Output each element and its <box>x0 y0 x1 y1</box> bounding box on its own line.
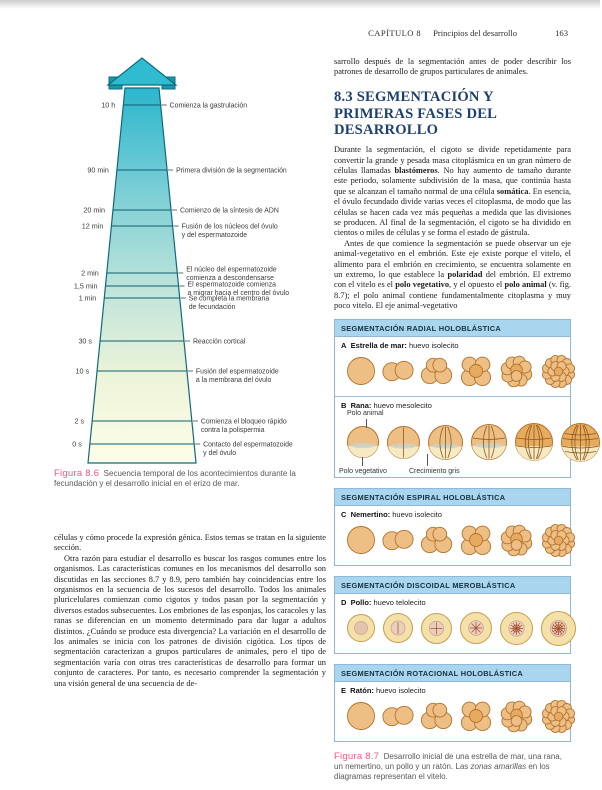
left-column <box>54 55 326 689</box>
section-heading: 8.3 SEGMENTACIÓN Y PRIMERAS FASES DEL DESARROLLO <box>334 88 497 139</box>
egg-E-stage-4-8cell <box>458 698 494 734</box>
page-top-shadow <box>0 0 600 9</box>
figure-8-7-caption <box>334 752 571 782</box>
egg-C-stage-2-2cell <box>381 523 415 557</box>
panel-row-A <box>335 337 570 396</box>
svg-text:20 min: 20 min <box>83 205 105 215</box>
egg-B-stage-1-1cell <box>345 424 381 460</box>
paragraph: Antes de que comience la segmentación se puede observar un eje animal-vegetativo en el embrión. Este eje existe porque el vitelo, el alimento para el embrión en crecimiento, se encuentra solamente en un extremo, lo que establece la polaridad del embrión. El extremo con el vitelo es el polo vegetativo, y el opuesto el polo animal (v. fig. 8.7); el polo animal contiene fundamentalmente citoplasma y muy poco vitelo. El eje animal-vegetativo <box>334 238 571 311</box>
egg-E-stage-2-2cell <box>381 699 415 733</box>
egg-C-stage-3-4cell <box>419 523 454 558</box>
egg-E-stage-6-32cell <box>539 697 578 736</box>
label-polo-animal: Polo animal <box>347 409 384 417</box>
svg-text:Comienza el bloqueo rápidocont: Comienza el bloqueo rápido contra la polispermia <box>200 418 287 434</box>
paragraph: Otra razón para estudiar el desarrollo es buscar los rasgos comunes entre los organismos. Las características comunes en los mecanismos del desarrollo son discutidas en las secciones 8.7 y 8.9, pero también hay coincidencias entre los organismos en la secuencia de los sucesos del desarrollo. Todos los animales pluricelulares comienzan como cigotos y todos pasan por la segmentación y diversos estados subsecuentes. Los embriones de las esponjas, los caracoles y las ranas se diferencian en un momento determinado para dar lugar a adultos distintos. ¿Cuándo se produce esta divergencia? La variación en el desarrollo de los animales se inicia con los patrones de división cigótica. Los tipos de segmentación caracterizan a grupos particulares de animales, pero el tipo de segmentación varía con otras tres características de desarrollo para formar un conjunto de caracteres. Por tanto, es necesario comprender la segmentación y una visión general de una secuencia de de- <box>54 553 326 688</box>
page-number: 163 <box>555 28 568 38</box>
paragraph: células y cómo procede la expresión génica. Estos temas se tratan en la siguiente sección. <box>54 533 326 553</box>
egg-B-stage-2-2cell <box>385 424 422 461</box>
egg-D-stage-3-4cell <box>419 611 454 646</box>
svg-text:10 s: 10 s <box>75 366 90 376</box>
egg-A-stage-3-4cell <box>419 354 454 389</box>
svg-text:0 s: 0 s <box>72 439 82 449</box>
svg-text:10 h: 10 h <box>101 100 116 110</box>
row-label: D Pollo: huevo telolecito <box>341 597 426 607</box>
right-continuation-text <box>334 57 571 78</box>
egg-D-stage-5-16cell <box>498 610 535 647</box>
panel-row-C <box>335 506 570 565</box>
figure87-panel-2 <box>334 488 571 566</box>
svg-text:Contacto del espermatozoidey d: Contacto del espermatozoide y del óvulo <box>203 441 293 457</box>
row-label: E Ratón: huevo isolecito <box>341 685 426 695</box>
svg-text:12 min: 12 min <box>81 221 104 231</box>
panel-title: SEGMENTACIÓN ROTACIONAL HOLOBLÁSTICA <box>335 665 570 682</box>
paragraph: sarrollo después de la segmentación antes de poder describir los patrones de desarrollo de grupos particulares de animales. <box>334 57 571 77</box>
egg-E-stage-1-1cell <box>345 700 377 732</box>
timeline-arrow-svg <box>54 55 326 467</box>
egg-A-stage-1-1cell <box>345 355 377 387</box>
svg-text:El espermatozoide comienzaa mi: El espermatozoide comienza a migrar hacia el centro del óvulo <box>187 281 290 297</box>
egg-A-stage-2-2cell <box>381 354 415 388</box>
figure-8-6-timeline <box>54 55 326 467</box>
panel-row-D <box>335 594 570 653</box>
panel-title: SEGMENTACIÓN ESPIRAL HOLOBLÁSTICA <box>335 489 570 506</box>
pointer-line-polo-animal <box>366 419 367 428</box>
label-polo-vegetativo: Polo vegetativo <box>339 467 387 475</box>
paragraph: Durante la segmentación, el cigoto se divide repetidamente para convertir la grande y pesada masa citoplásmica en un gran número de células llamadas blastómeros. No hay aumento de tamaño durante este periodo, solamente subdivisión de la masa, que continúa hasta que se alcanzan el tamaño normal de una célula somática. En esencia, el óvulo fecundado divide varias veces el citoplasma, de modo que las células se hacen cada vez más pequeñas a medida que las divisiones se producen. Al final de la segmentación, el cigoto se ha dividido en cientos o miles de células y se forma el estado de gástrula. <box>334 145 572 238</box>
svg-text:Reacción cortical: Reacción cortical <box>192 338 246 346</box>
egg-C-stage-5-16cell <box>498 522 535 559</box>
svg-text:El núcleo del espermatozoideco: El núcleo del espermatozoide comienza a descondensarse <box>186 266 277 282</box>
pointer-line-crecimiento-gris <box>427 454 428 466</box>
egg-D-stage-6-32cell <box>539 609 578 648</box>
egg-C-stage-1-1cell <box>345 524 377 556</box>
pointer-line-polo-vegetativo <box>362 457 363 466</box>
figure-8-7-panels <box>334 319 571 742</box>
figure-8-6-caption <box>54 469 326 489</box>
svg-text:Comienzo de la síntesis de ADN: Comienzo de la síntesis de ADN <box>180 207 279 215</box>
egg-D-stage-1-1cell <box>345 612 377 644</box>
svg-text:Fusión del espermatozoidea la: Fusión del espermatozoide a la membrana del óvulo <box>195 368 279 384</box>
svg-text:Comienza la gastrulación: Comienza la gastrulación <box>169 102 248 110</box>
row-label: C Nemertino: huevo isolecito <box>341 509 442 519</box>
svg-text:30 s: 30 s <box>78 336 93 346</box>
left-body-text <box>54 533 326 689</box>
panel-row-B <box>335 396 570 477</box>
figure-8-7-caption-label: Figura 8.7 <box>334 750 380 762</box>
egg-stages <box>341 697 565 736</box>
figure87-panel-3 <box>334 576 571 654</box>
right-body-text <box>334 145 571 312</box>
svg-text:Primera división de la segment: Primera división de la segmentación <box>176 167 287 175</box>
svg-text:Se completa la membranade fecu: Se completa la membrana de fecundación <box>188 295 270 311</box>
egg-C-stage-4-8cell <box>458 522 494 558</box>
egg-C-stage-6-32cell <box>539 521 578 560</box>
svg-text:2 s: 2 s <box>74 416 85 426</box>
label-crecimiento-gris: Crecimiento gris <box>409 467 460 475</box>
egg-stages <box>341 609 565 648</box>
egg-stages <box>341 352 565 391</box>
egg-stages <box>341 421 565 464</box>
svg-text:90 min: 90 min <box>87 165 109 175</box>
egg-B-stage-3-4cell <box>426 423 465 462</box>
panel-title: SEGMENTACIÓN DISCOIDAL MEROBLÁSTICA <box>335 577 570 594</box>
figure87-panel-4 <box>334 664 571 742</box>
svg-text:Fusión de los núcleos del óvul: Fusión de los núcleos del óvulo y del espermatozoide <box>181 223 278 239</box>
egg-A-stage-4-8cell <box>458 353 494 389</box>
egg-E-stage-3-4cell <box>419 699 454 734</box>
running-head <box>0 28 568 38</box>
egg-B-stage-5-16cell <box>513 421 555 463</box>
egg-A-stage-6-32cell <box>539 352 578 391</box>
egg-D-stage-2-2cell <box>381 611 415 645</box>
svg-text:2 min: 2 min <box>81 268 99 278</box>
egg-D-stage-4-8cell <box>458 610 494 646</box>
svg-text:1 min: 1 min <box>78 293 97 303</box>
egg-B-stage-4-8cell <box>469 422 509 462</box>
egg-A-stage-5-16cell <box>498 353 535 390</box>
figure87-panel-1 <box>334 319 571 478</box>
row-label: A Estrella de mar: huevo isolecito <box>341 340 459 350</box>
right-column <box>334 57 571 790</box>
egg-stages <box>341 521 565 560</box>
panel-row-E <box>335 682 570 741</box>
panel-title: SEGMENTACIÓN RADIAL HOLOBLÁSTICA <box>335 320 570 337</box>
egg-E-stage-5-16cell <box>498 698 535 735</box>
row-label: B Rana: huevo mesolecito <box>341 400 432 410</box>
figure-8-6-caption-label: Figura 8.6 <box>54 468 100 479</box>
figure-8-6-caption-text: Secuencia temporal de los acontecimientos durante la fecundación y el desarrollo inicial en el erizo de mar. <box>54 469 296 488</box>
running-head-chapter: CAPÍTULO 8 <box>368 28 422 38</box>
svg-text:1,5 min: 1,5 min <box>73 281 98 291</box>
running-head-title: Principios del desarrollo <box>433 28 518 38</box>
egg-B-stage-6-32cell <box>559 421 602 464</box>
figure-8-7-caption-text: Desarrollo inicial de una estrella de mar, una rana, un nemertino, un pollo y un ratón. Las zonas amarillas en los diagramas representan el vitelo. <box>334 751 562 781</box>
